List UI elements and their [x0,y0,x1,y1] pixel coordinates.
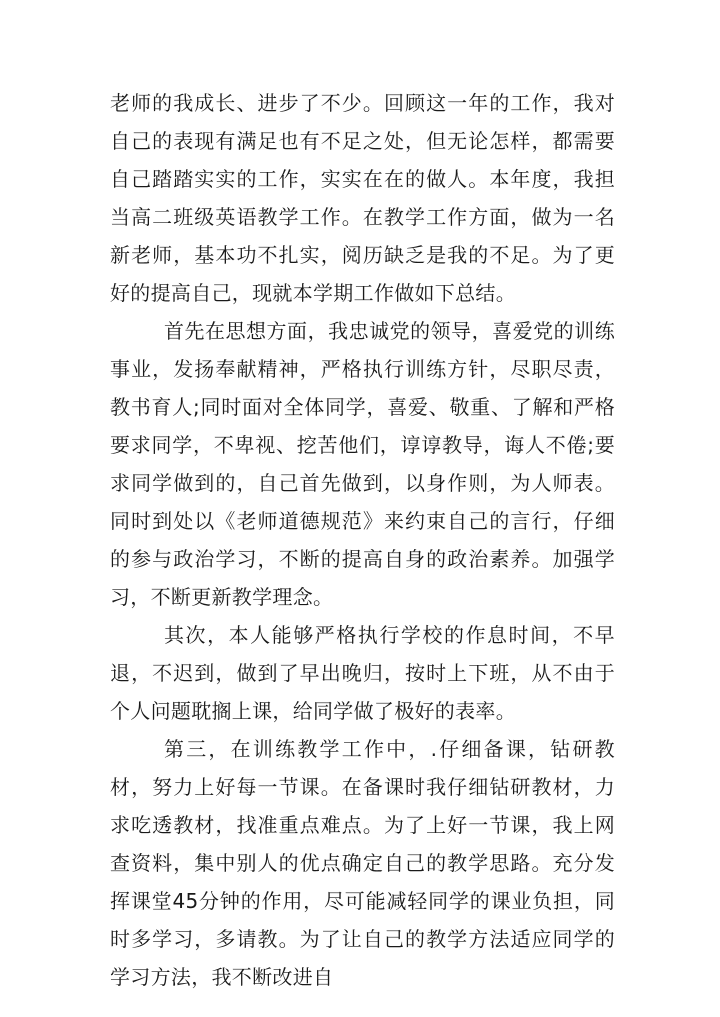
paragraph-2: 首先在思想方面，我忠诚党的领导，喜爱党的训练事业，发扬奉献精神，严格执行训练方针，尽职尽责，教书育人;同时面对全体同学，喜爱、敬重、了解和严格要求同学，不卑视、挖苦他们，谆谆教导，诲人不倦;要求同学做到的，自己首先做到，以身作则，为人师表。同时到处以《老师道德规范》来约束自己的言行，仔细的参与政治学习，不断的提高自身的政治素养。加强学习，不断更新教学理念。 [110,319,615,609]
paragraph-3: 其次，本人能够严格执行学校的作息时间，不早退，不迟到，做到了早出晚归，按时上下班，从不由于个人问题耽搁上课，给同学做了极好的表率。 [110,623,615,723]
paragraph-1: 老师的我成长、进步了不少。回顾这一年的工作，我对自己的表现有满足也有不足之处，但无论怎样，都需要自己踏踏实实的工作，实实在在的做人。本年度，我担当高二班级英语教学工作。在教学工作方面，做为一名新老师，基本功不扎实，阅历缺乏是我的不足。为了更好的提高自己，现就本学期工作做如下总结。 [110,91,615,305]
paragraph-4: 第三，在训练教学工作中，.仔细备课，钻研教材，努力上好每一节课。在备课时我仔细钻研教材，力求吃透教材，找准重点难点。为了上好一节课，我上网查资料，集中别人的优点确定自己的教学思路。充分发挥课堂45分钟的作用，尽可能减轻同学的课业负担，同时多学习，多请教。为了让自己的教学方法适应同学的学习方法，我不断改进自 [110,737,615,989]
document-body [110,84,615,996]
